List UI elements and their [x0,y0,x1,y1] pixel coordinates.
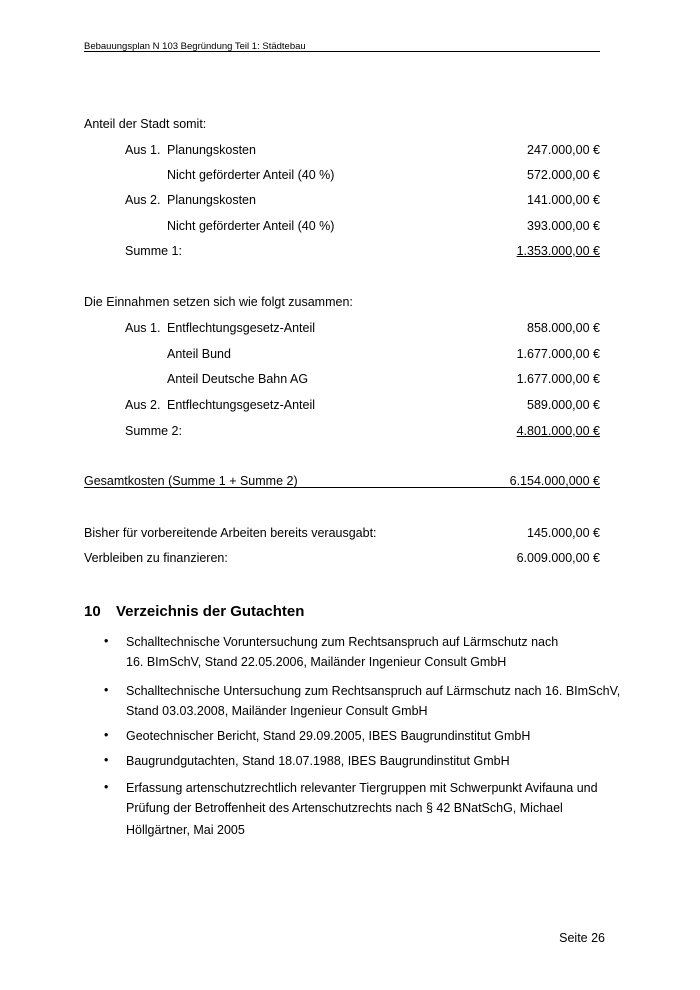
header-rule [84,51,600,52]
gesamt-label: Gesamtkosten (Summe 1 + Summe 2) [84,474,298,488]
anteil-row4-name: Nicht geförderter Anteil (40 %) [167,219,335,233]
einnahmen-sum-label: Summe 2: [125,424,182,438]
gutachten-item-5-line1: Erfassung artenschutzrechtlich relevanter Tiergruppen mit Schwerpunkt Avifauna und [126,781,598,795]
section-heading [84,603,304,620]
gutachten-item-3-line1: Geotechnischer Bericht, Stand 29.09.2005, IBES Baugrundinstitut GmbH [126,729,531,743]
anteil-intro: Anteil der Stadt somit: [84,117,207,131]
einnahmen-row4-label: Aus 2. [125,398,161,412]
einnahmen-row4-name: Entflechtungsgesetz-Anteil [167,398,316,412]
verbleiben-label: Verbleiben zu finanzieren: [84,551,228,565]
anteil-row3-name: Planungskosten [167,193,256,207]
section-title: Verzeichnis der Gutachten [116,603,305,620]
anteil-row1-label: Aus 1. [125,143,161,157]
anteil-row3-value: 141.000,00 € [527,193,600,207]
anteil-row1-name: Planungskosten [167,143,256,157]
einnahmen-row4-value: 589.000,00 € [527,398,600,412]
gutachten-item-1-line1: Schalltechnische Voruntersuchung zum Rechtsanspruch auf Lärmschutz nach [126,635,559,649]
einnahmen-row2-name: Anteil Bund [167,347,231,361]
bullet-icon: • [104,753,109,767]
gutachten-item-2-line2: Stand 03.03.2008, Mailänder Ingenieur Consult GmbH [126,704,428,718]
anteil-row1-value: 247.000,00 € [527,143,600,157]
einnahmen-row1-name: Entflechtungsgesetz-Anteil [167,321,316,335]
section-number: 10 [84,603,101,620]
bisher-label: Bisher für vorbereitende Arbeiten bereits verausgabt: [84,526,377,540]
gutachten-item-5-line2: Prüfung der Betroffenheit des Artenschutzrechts nach § 42 BNatSchG, Michael [126,801,563,815]
einnahmen-row2-value: 1.677.000,00 € [516,347,600,361]
gutachten-item-1-line2: 16. BImSchV, Stand 22.05.2006, Mailänder Ingenieur Consult GmbH [126,655,507,669]
gutachten-item-2-line1: Schalltechnische Untersuchung zum Rechtsanspruch auf Lärmschutz nach 16. BImSchV, [126,684,621,698]
anteil-row4-value: 393.000,00 € [527,219,600,233]
gesamt-underline [84,487,600,488]
einnahmen-row3-name: Anteil Deutsche Bahn AG [167,372,309,386]
einnahmen-sum-value: 4.801.000,00 € [516,424,600,438]
einnahmen-row1-label: Aus 1. [125,321,161,335]
page-header-title: Bebauungsplan N 103 Begründung Teil 1: Städtebau [84,41,306,52]
bullet-icon: • [104,683,109,697]
bullet-icon: • [104,780,109,794]
bullet-icon: • [104,634,109,648]
gesamt-value: 6.154.000,000 € [509,474,600,488]
anteil-row2-value: 572.000,00 € [527,168,600,182]
gutachten-item-5-line3: Höllgärtner, Mai 2005 [126,823,245,837]
anteil-sum-label: Summe 1: [125,244,182,258]
anteil-row3-label: Aus 2. [125,193,161,207]
anteil-row2-name: Nicht geförderter Anteil (40 %) [167,168,335,182]
gutachten-item-4-line1: Baugrundgutachten, Stand 18.07.1988, IBES Baugrundinstitut GmbH [126,754,510,768]
anteil-sum-value: 1.353.000,00 € [516,244,600,258]
einnahmen-intro: Die Einnahmen setzen sich wie folgt zusammen: [84,295,353,309]
page-number: Seite 26 [559,931,605,945]
bullet-icon: • [104,728,109,742]
bisher-value: 145.000,00 € [527,526,600,540]
verbleiben-value: 6.009.000,00 € [516,551,600,565]
einnahmen-row1-value: 858.000,00 € [527,321,600,335]
einnahmen-row3-value: 1.677.000,00 € [516,372,600,386]
